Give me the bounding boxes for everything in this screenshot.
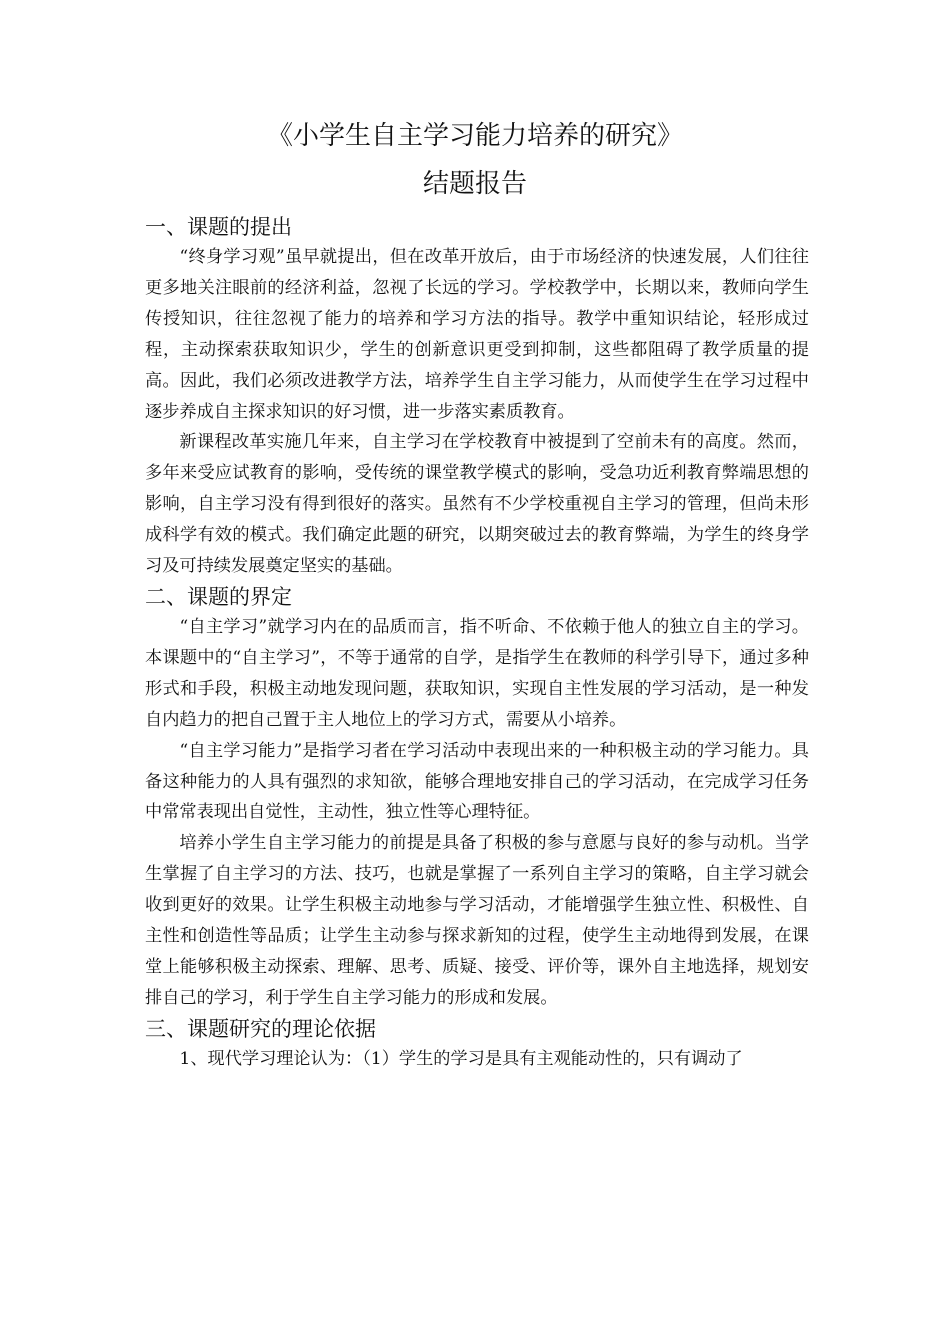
section-heading-1: 一、课题的提出 [145, 215, 292, 239]
paragraph-1-1: “终身学习观”虽早就提出，但在改革开放后，由于市场经济的快速发展，人们往往更多地关注眼前的经济利益，忽视了长远的学习。学校教学中，长期以来，教师向学生传授知识，往往忽视了能力的培养和学习方法的指导。教学中重知识结论，轻形成过程，主动探索获取知识少，学生的创新意识更受到抑制，这些都阻碍了教学质量的提高。因此，我们必须改进教学方法，培养学生自主学习能力，从而使学生在学习过程中逐步养成自主探求知识的好习惯，进一步落实素质教育。 [145, 247, 809, 422]
section-heading-3: 三、课题研究的理论依据 [145, 1016, 376, 1041]
section-heading-2: 二、课题的界定 [145, 584, 292, 609]
document-body [145, 212, 809, 1075]
document-subtitle: 结题报告 [422, 169, 527, 199]
document-title: 《小学生自主学习能力培养的研究》 [266, 121, 683, 151]
paragraph-2-3: 培养小学生自主学习能力的前提是具备了积极的参与意愿与良好的参与动机。当学生掌握了自主学习的方法、技巧，也就是掌握了一系列自主学习的策略，自主学习就会收到更好的效果。让学生积极主动地参与学习活动，才能增强学生独立性、积极性、自主性和创造性等品质；让学生主动参与探求新知的过程，使学生主动地得到发展，在课堂上能够积极主动探索、理解、思考、质疑、接受、评价等，课外自主地选择，规划安排自己的学习，利于学生自主学习能力的形成和发展。 [145, 833, 809, 1008]
paragraph-2-2: “自主学习能力”是指学习者在学习活动中表现出来的一种积极主动的学习能力。具备这种能力的人具有强烈的求知欲，能够合理地安排自己的学习活动，在完成学习任务中常常表现出自觉性，主动性，独立性等心理特征。 [145, 740, 809, 823]
paragraph-2-1: “自主学习”就学习内在的品质而言，指不听命、不依赖于他人的独立自主的学习。本课题中的“自主学习”，不等于通常的自学，是指学生在教师的科学引导下，通过多种形式和手段，积极主动地发现问题，获取知识，实现自主性发展的学习活动，是一种发自内趋力的把自己置于主人地位上的学习方式，需要从小培养。 [145, 616, 809, 730]
paragraph-1-2: 新课程改革实施几年来，自主学习在学校教育中被提到了空前未有的高度。然而，多年来受应试教育的影响，受传统的课堂教学模式的影响，受急功近利教育弊端思想的影响，自主学习没有得到很好的落实。虽然有不少学校重视自主学习的管理，但尚未形成科学有效的模式。我们确定此题的研究，以期突破过去的教育弊端，为学生的终身学习及可持续发展奠定坚实的基础。 [145, 432, 809, 577]
paragraph-3-1: 1、现代学习理论认为：（1）学生的学习是具有主观能动性的，只有调动了 [179, 1048, 743, 1069]
